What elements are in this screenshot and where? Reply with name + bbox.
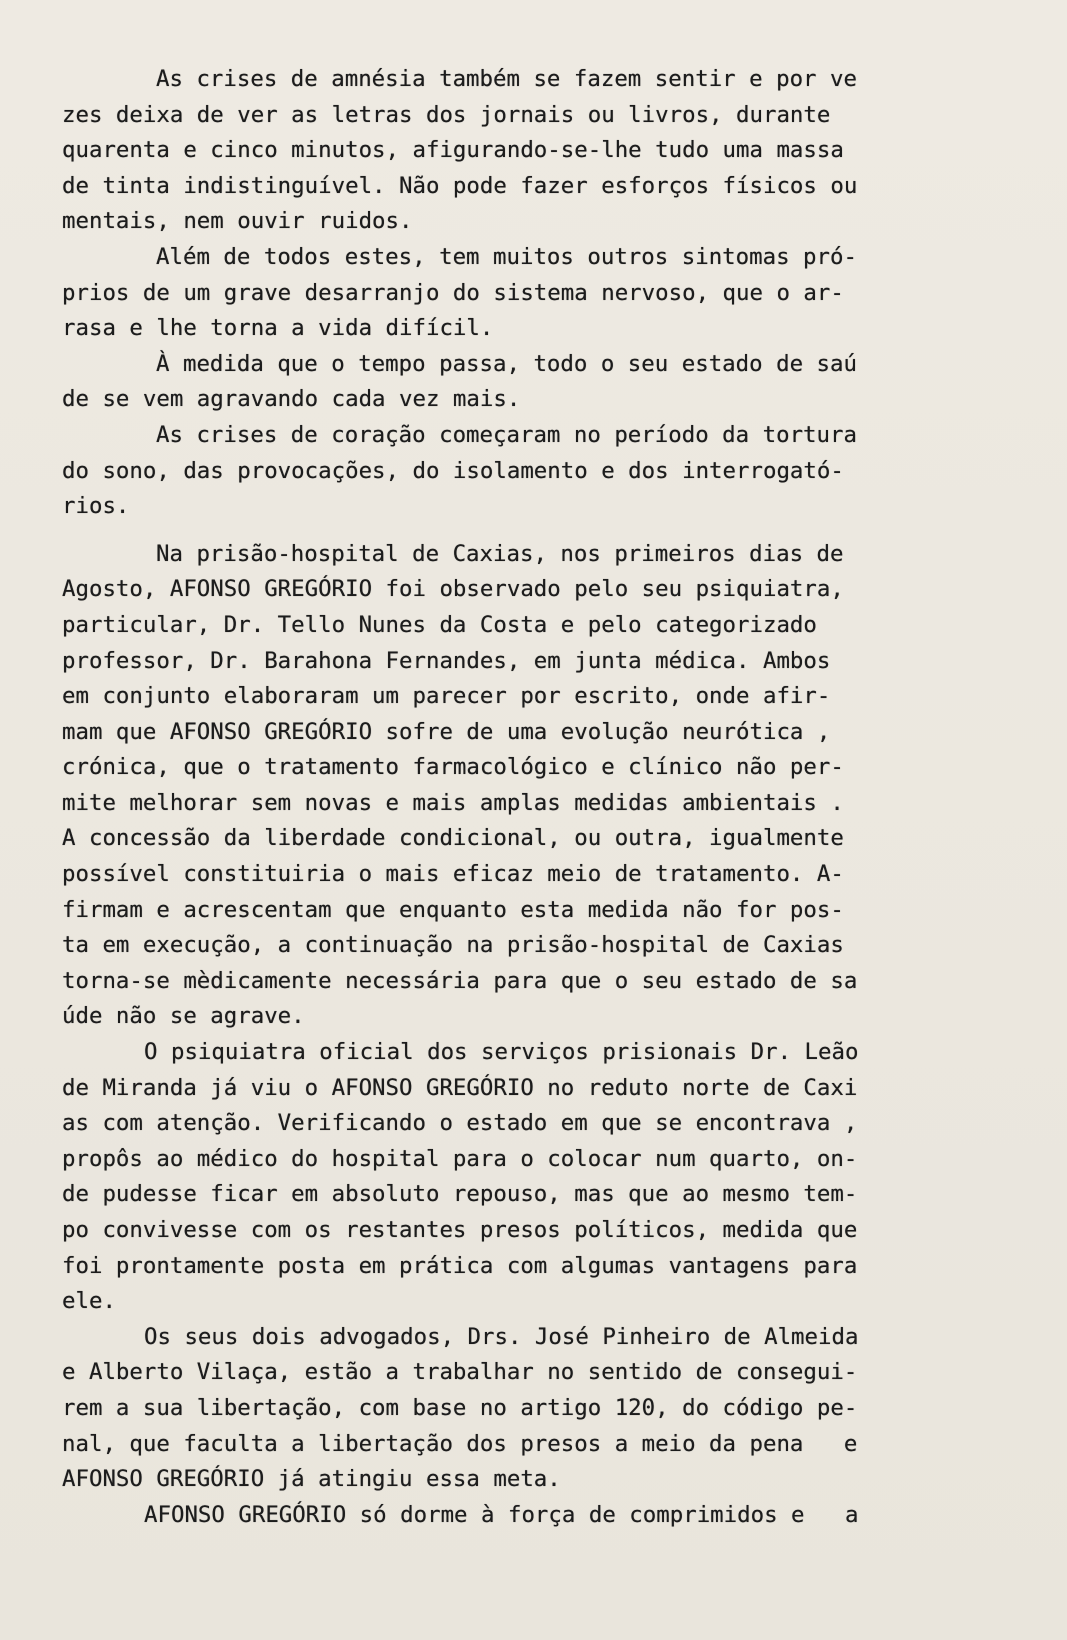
text-line: Na prisão-hospital de Caxias, nos primeiros dias de bbox=[156, 540, 844, 567]
text-line: propôs ao médico do hospital para o colocar num quarto, on- bbox=[62, 1145, 858, 1172]
paragraph-amnesia bbox=[62, 62, 982, 240]
text-line: em conjunto elaboraram um parecer por escrito, onde afir- bbox=[62, 683, 831, 710]
paragraph-lawyers bbox=[62, 1320, 982, 1498]
text-line: Agosto, AFONSO GREGÓRIO foi observado pelo seu psiquiatra, bbox=[62, 576, 844, 603]
text-line: as com atenção. Verificando o estado em que se encontrava , bbox=[62, 1110, 858, 1137]
text-line: AFONSO GREGÓRIO só dorme à força de comprimidos e a bbox=[144, 1501, 859, 1528]
text-line: firmam e acrescentam que enquanto esta medida não for pos- bbox=[62, 896, 844, 923]
typed-text-body bbox=[62, 62, 982, 1533]
text-line: À medida que o tempo passa, todo o seu estado de saú bbox=[156, 350, 857, 377]
paragraph-psychiatrist bbox=[62, 1035, 982, 1320]
paragraph-hospital bbox=[62, 537, 982, 1035]
text-line: ele. bbox=[62, 1288, 116, 1315]
text-line: do sono, das provocações, do isolamento e dos interrogató- bbox=[62, 457, 844, 484]
text-line: mite melhorar sem novas e mais amplas medidas ambientais . bbox=[62, 789, 844, 816]
text-line: de Miranda já viu o AFONSO GREGÓRIO no reduto norte de Caxi bbox=[62, 1074, 858, 1101]
paragraph-gap bbox=[62, 525, 982, 537]
text-line: e Alberto Vilaça, estão a trabalhar no sentido de consegui- bbox=[62, 1359, 858, 1386]
paragraph-symptoms bbox=[62, 240, 982, 347]
text-line: professor, Dr. Barahona Fernandes, em junta médica. Ambos bbox=[62, 647, 831, 674]
text-line: ta em execução, a continuação na prisão-hospital de Caxias bbox=[62, 932, 844, 959]
text-line: As crises de coração começaram no período da tortura bbox=[156, 421, 857, 448]
text-line: zes deixa de ver as letras dos jornais ou livros, durante bbox=[62, 101, 831, 128]
text-line: mentais, nem ouvir ruidos. bbox=[62, 208, 413, 235]
text-line: mam que AFONSO GREGÓRIO sofre de uma evolução neurótica , bbox=[62, 718, 831, 745]
text-line: de tinta indistinguível. Não pode fazer esforços físicos ou bbox=[62, 172, 858, 199]
text-line: rasa e lhe torna a vida difícil. bbox=[62, 315, 494, 342]
text-line: crónica, que o tratamento farmacológico e clínico não per- bbox=[62, 754, 844, 781]
paragraph-health bbox=[62, 347, 982, 418]
text-line: de se vem agravando cada vez mais. bbox=[62, 386, 521, 413]
text-line: po convivesse com os restantes presos políticos, medida que bbox=[62, 1217, 858, 1243]
text-line: As crises de amnésia também se fazem sentir e por ve bbox=[156, 66, 857, 92]
text-line: úde não se agrave. bbox=[62, 1003, 305, 1030]
text-line: O psiquiatra oficial dos serviços prisionais Dr. Leão bbox=[144, 1039, 859, 1066]
text-line: Além de todos estes, tem muitos outros sintomas pró- bbox=[156, 243, 857, 270]
text-line: rios. bbox=[62, 493, 130, 520]
text-line: de pudesse ficar em absoluto repouso, mas que ao mesmo tem- bbox=[62, 1181, 858, 1208]
text-line: foi prontamente posta em prática com algumas vantagens para bbox=[62, 1252, 858, 1279]
text-line: Os seus dois advogados, Drs. José Pinheiro de Almeida bbox=[144, 1323, 859, 1350]
text-line: prios de um grave desarranjo do sistema nervoso, que o ar- bbox=[62, 279, 844, 306]
text-line: A concessão da liberdade condicional, ou outra, igualmente bbox=[62, 825, 844, 852]
text-line: torna-se mèdicamente necessária para que o seu estado de sa bbox=[62, 967, 858, 994]
text-line: particular, Dr. Tello Nunes da Costa e pelo categorizado bbox=[62, 611, 817, 638]
text-line: nal, que faculta a libertação dos presos a meio da pena e bbox=[62, 1430, 858, 1457]
text-line: possível constituiria o mais eficaz meio de tratamento. A- bbox=[62, 861, 844, 888]
paragraph-sleep bbox=[62, 1498, 982, 1534]
text-line: rem a sua libertação, com base no artigo 120, do código pe- bbox=[62, 1394, 858, 1421]
paragraph-heart bbox=[62, 418, 982, 525]
text-line: quarenta e cinco minutos, afigurando-se-lhe tudo uma massa bbox=[62, 137, 844, 164]
text-line: AFONSO GREGÓRIO já atingiu essa meta. bbox=[62, 1466, 561, 1493]
